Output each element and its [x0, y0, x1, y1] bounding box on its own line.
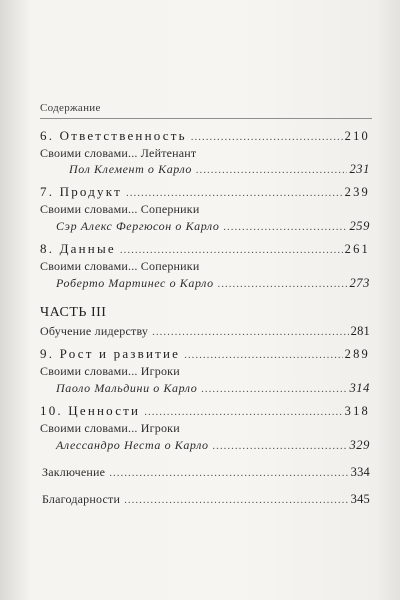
toc-part-heading	[40, 305, 106, 321]
toc-title: Своими словами... Соперники	[40, 259, 200, 273]
toc-page-number: 210	[344, 129, 370, 143]
toc-page-number: 231	[349, 162, 370, 176]
page-edge-shadow	[0, 0, 30, 600]
toc-chapter[interactable]	[40, 241, 370, 257]
toc-chapter[interactable]	[40, 184, 370, 200]
toc-title: Алессандро Неста о Карло	[56, 438, 209, 452]
toc-page-number: 239	[344, 185, 370, 199]
toc-leader-dots	[201, 383, 347, 395]
toc-page-number: 334	[350, 465, 370, 479]
toc-chapter[interactable]	[40, 346, 370, 362]
toc-page-number: 261	[344, 242, 370, 256]
toc-title: Паоло Мальдини о Карло	[56, 381, 198, 395]
toc-title: Роберто Мартинес о Карло	[56, 276, 214, 290]
toc-leader-dots	[152, 326, 349, 338]
toc-page-number: 314	[349, 381, 370, 395]
toc-title: Заключение	[42, 465, 106, 479]
toc-author-entry[interactable]	[56, 276, 370, 291]
toc-leader-dots	[213, 440, 348, 452]
toc-leader-dots	[218, 278, 348, 290]
toc-title: Своими словами... Игроки	[40, 364, 180, 378]
toc-page-number: 281	[350, 324, 370, 338]
toc-page-number: 318	[344, 404, 370, 418]
toc-title: Своими словами... Игроки	[40, 421, 180, 435]
toc-leader-dots	[191, 131, 343, 143]
toc-leader-dots	[109, 467, 348, 479]
toc-page-number: 329	[349, 438, 370, 452]
toc-subentry	[40, 421, 180, 436]
toc-title: Благодарности	[42, 492, 121, 506]
toc-author-entry[interactable]	[56, 438, 370, 453]
toc-page-number: 259	[349, 219, 370, 233]
toc-leader-dots	[124, 494, 349, 506]
toc-page-number: 345	[350, 492, 370, 506]
toc-title: 10. Ценности	[40, 403, 141, 418]
toc-leader-dots	[196, 164, 347, 176]
toc-title: 8. Данные	[40, 241, 116, 256]
toc-author-entry[interactable]	[56, 381, 370, 396]
toc-title: Сэр Алекс Фергюсон о Карло	[56, 219, 220, 233]
toc-leader-dots	[144, 406, 342, 418]
running-header: Содержание	[40, 102, 101, 114]
toc-title: 9. Рост и развитие	[40, 346, 181, 361]
toc-subentry	[40, 364, 180, 379]
toc-title: 7. Продукт	[40, 184, 122, 199]
page-edge-shadow-right	[376, 0, 400, 600]
toc-entry[interactable]	[42, 465, 370, 480]
toc-subentry	[40, 259, 199, 274]
toc-subentry	[40, 146, 196, 161]
toc-leader-dots	[126, 187, 343, 199]
toc-page-number: 289	[344, 347, 370, 361]
toc-title: Пол Клемент о Карло	[69, 162, 193, 176]
toc-entry[interactable]	[40, 324, 370, 339]
toc-title: Своими словами... Лейтенант	[40, 146, 197, 160]
toc-title: Своими словами... Соперники	[40, 202, 200, 216]
toc-title: 6. Ответственность	[40, 128, 187, 143]
toc-author-entry[interactable]	[69, 162, 370, 177]
toc-subentry	[40, 202, 199, 217]
toc-leader-dots	[223, 221, 347, 233]
toc-chapter[interactable]	[40, 403, 370, 419]
toc-leader-dots	[120, 244, 343, 256]
header-rule	[40, 118, 372, 119]
toc-author-entry[interactable]	[56, 219, 370, 234]
toc-chapter[interactable]	[40, 128, 370, 144]
toc-title: Обучение лидерству	[40, 324, 149, 338]
toc-leader-dots	[184, 349, 342, 361]
toc-entry[interactable]	[42, 492, 370, 507]
toc-page-number: 273	[349, 276, 370, 290]
toc-title: ЧАСТЬ III	[40, 305, 107, 320]
